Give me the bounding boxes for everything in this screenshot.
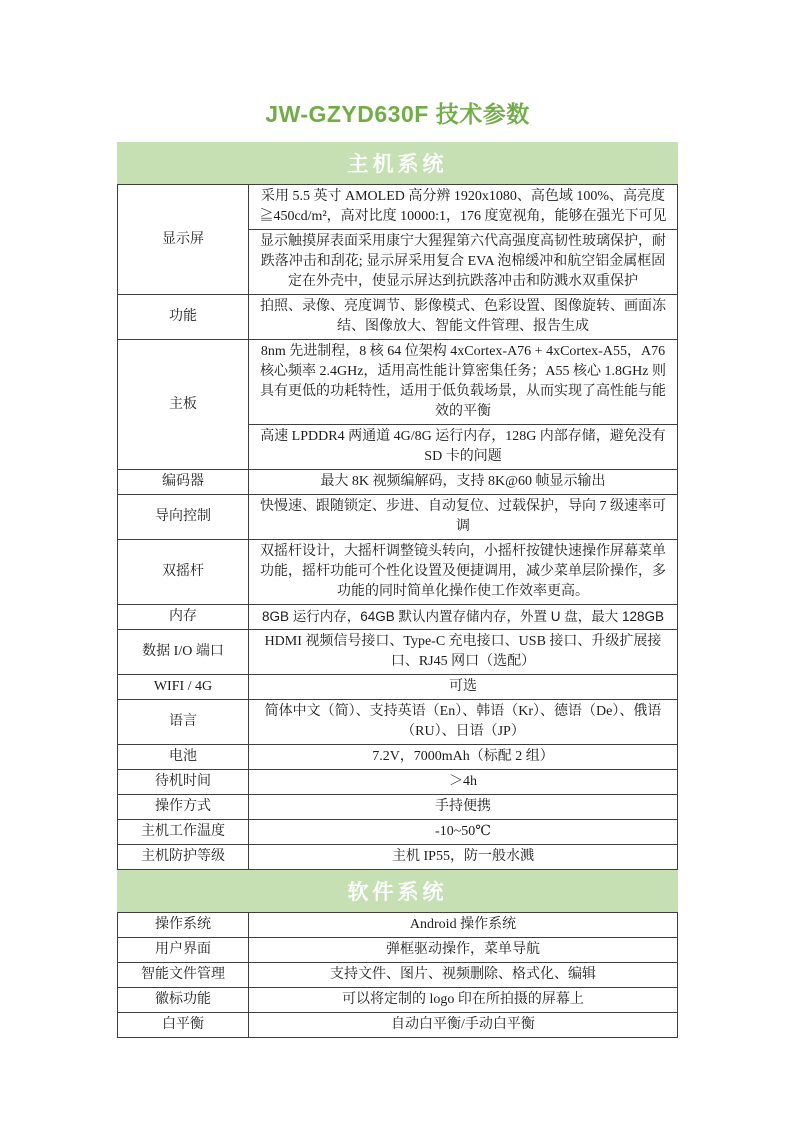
spec-row — [118, 495, 678, 540]
spec-row — [118, 540, 678, 605]
spec-value: 采用 5.5 英寸 AMOLED 高分辨 1920x1080、高色域 100%、高亮度≧450cd/m²，高对比度 10000:1，176 度宽视角，能够在强光下可见 — [249, 185, 678, 230]
spec-row — [118, 675, 678, 700]
spec-row — [118, 988, 678, 1013]
spec-value: 弹框驱动操作，菜单导航 — [249, 938, 678, 963]
spec-value: Android 操作系统 — [249, 913, 678, 938]
spec-row — [118, 340, 678, 425]
spec-label: 功能 — [118, 295, 249, 340]
spec-label: 主机防护等级 — [118, 845, 249, 870]
spec-value: 7.2V，7000mAh（标配 2 组） — [249, 745, 678, 770]
spec-row — [118, 795, 678, 820]
spec-row — [118, 745, 678, 770]
spec-label: WIFI / 4G — [118, 675, 249, 700]
spec-row — [118, 770, 678, 795]
spec-row — [118, 470, 678, 495]
spec-row — [118, 630, 678, 675]
spec-label: 主机工作温度 — [118, 820, 249, 845]
spec-row — [118, 1013, 678, 1038]
page-title: JW-GZYD630F 技术参数 — [265, 101, 530, 127]
spec-document — [117, 0, 678, 1038]
spec-label: 编码器 — [118, 470, 249, 495]
spec-value: 简体中文（简）、支持英语（En）、韩语（Kr）、德语（De）、俄语（RU）、日语（JP） — [249, 700, 678, 745]
spec-value: ＞4h — [249, 770, 678, 795]
spec-value: 拍照、录像、亮度调节、影像模式、色彩设置、图像旋转、画面冻结、图像放大、智能文件管理、报告生成 — [249, 295, 678, 340]
spec-value: 显示触摸屏表面采用康宁大猩猩第六代高强度高韧性玻璃保护，耐跌落冲击和刮花; 显示屏采用复合 EVA 泡棉缓冲和航空铝金属框固定在外壳中，使显示屏达到抗跌落冲击和防溅水双重保护 — [249, 230, 678, 295]
spec-label: 待机时间 — [118, 770, 249, 795]
spec-label: 操作系统 — [118, 913, 249, 938]
spec-value: 最大 8K 视频编解码，支持 8K@60 帧显示输出 — [249, 470, 678, 495]
spec-value: 支持文件、图片、视频删除、格式化、编辑 — [249, 963, 678, 988]
spec-label: 操作方式 — [118, 795, 249, 820]
spec-label: 语言 — [118, 700, 249, 745]
spec-row — [118, 845, 678, 870]
spec-row — [118, 185, 678, 230]
spec-row — [118, 963, 678, 988]
spec-row — [118, 295, 678, 340]
spec-row — [118, 913, 678, 938]
spec-row — [118, 820, 678, 845]
spec-label: 显示屏 — [118, 185, 249, 295]
spec-value: 主机 IP55，防一般水溅 — [249, 845, 678, 870]
spec-label: 内存 — [118, 605, 249, 630]
spec-value: 快慢速、跟随锁定、步进、自动复位、过载保护，导向 7 级速率可调 — [249, 495, 678, 540]
spec-value: 8nm 先进制程，8 核 64 位架构 4xCortex-A76 + 4xCortex-A55，A76 核心频率 2.4GHz，适用高性能计算密集任务；A55 核心 1.8GHz 则具有更低的功耗特性，适用于低负载场景，从而实现了高性能与能效的平衡 — [249, 340, 678, 425]
spec-value: 可选 — [249, 675, 678, 700]
spec-label: 双摇杆 — [118, 540, 249, 605]
spec-row — [118, 700, 678, 745]
spec-value: 自动白平衡/手动白平衡 — [249, 1013, 678, 1038]
spec-label: 用户界面 — [118, 938, 249, 963]
spec-value: 可以将定制的 logo 印在所拍摄的屏幕上 — [249, 988, 678, 1013]
spec-label: 导向控制 — [118, 495, 249, 540]
spec-label: 白平衡 — [118, 1013, 249, 1038]
spec-label: 主板 — [118, 340, 249, 470]
spec-label: 电池 — [118, 745, 249, 770]
section-header-host-system: 主机系统 — [117, 142, 678, 184]
spec-row — [118, 938, 678, 963]
spec-label: 徽标功能 — [118, 988, 249, 1013]
spec-value: 双摇杆设计，大摇杆调整镜头转向，小摇杆按键快速操作屏幕菜单功能，摇杆功能可个性化设置及便捷调用，减少菜单层阶操作，多功能的同时简单化操作使工作效率更高。 — [249, 540, 678, 605]
section-header-software-system: 软件系统 — [117, 870, 678, 912]
spec-value: -10~50℃ — [249, 820, 678, 845]
spec-value: 8GB 运行内存，64GB 默认内置存储内存，外置 U 盘，最大 128GB — [249, 605, 678, 630]
spec-row — [118, 605, 678, 630]
spec-label: 智能文件管理 — [118, 963, 249, 988]
spec-value: 高速 LPDDR4 两通道 4G/8G 运行内存，128G 内部存储，避免没有 SD 卡的问题 — [249, 425, 678, 470]
software-system-table — [117, 912, 678, 1038]
spec-label: 数据 I/O 端口 — [118, 630, 249, 675]
spec-value: 手持便携 — [249, 795, 678, 820]
spec-value: HDMI 视频信号接口、Type-C 充电接口、USB 接口、升级扩展接口、RJ45 网口（选配） — [249, 630, 678, 675]
host-system-table — [117, 184, 678, 870]
